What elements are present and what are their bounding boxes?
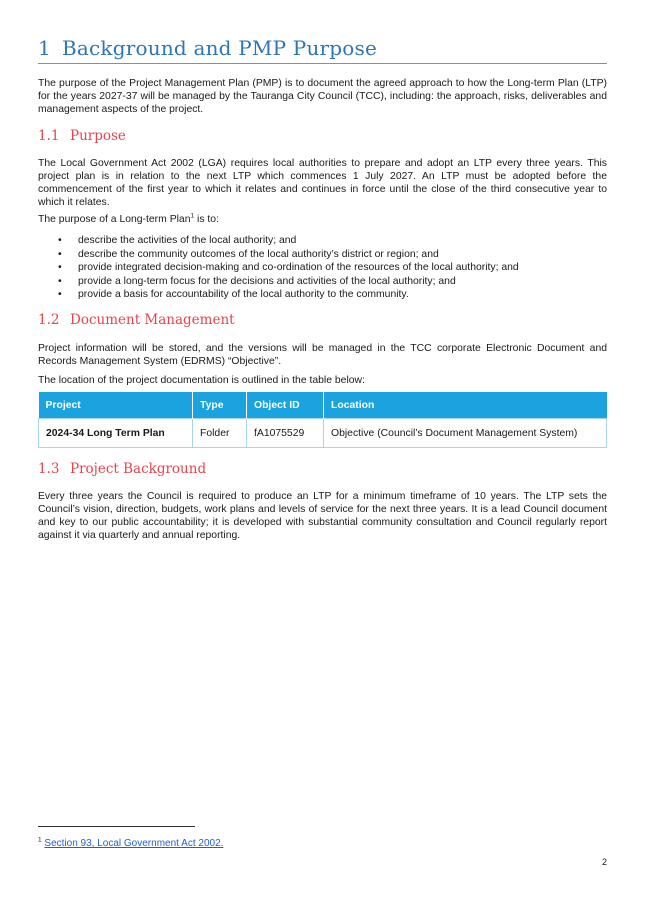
column-header: Location: [324, 392, 607, 419]
table-cell-project: 2024-34 Long Term Plan: [39, 419, 193, 448]
purpose-lead-text: The purpose of a Long-term Plan: [38, 214, 191, 225]
table-cell-location: Objective (Council’s Document Management System): [324, 419, 607, 448]
section-title: Background and PMP Purpose: [62, 36, 378, 60]
column-header: Type: [193, 392, 247, 419]
intro-paragraph: The purpose of the Project Management Plan (PMP) is to document the agreed approach to how the Long-term Plan (LTP) for the years 2027-37 will be managed by the Tauranga City Council (TCC), including: the approach, risks, deliverables and management aspects of the project.: [38, 78, 607, 115]
table-intro: The location of the project documentation is outlined in the table below:: [38, 375, 365, 386]
page-number: 2: [601, 857, 607, 867]
document-management-paragraph: Project information will be stored, and the versions will be managed in the TCC corporate Electronic Document and Records Management System (EDRMS) “Objective”.: [38, 343, 607, 367]
purpose-title: Purpose: [70, 128, 126, 144]
purpose-heading: [38, 128, 126, 144]
footnote: [38, 838, 223, 849]
bullet-icon: •: [58, 235, 62, 246]
project-background-paragraph: Every three years the Council is required to produce an LTP for a minimum timeframe of 10 years. The LTP sets the Council’s vision, direction, budgets, work plans and levels of service for the next three years. It is a lead Council document and key to our public accountability; it is developed with substantial community consultation and Council regularly report against it via quarterly and annual reporting.: [38, 491, 607, 541]
footnote-ref[interactable]: 1: [190, 212, 195, 220]
column-header: Object ID: [247, 392, 324, 419]
project-background-title: Project Background: [70, 461, 207, 477]
list-item-text: provide a long-term focus for the decisions and activities of the local authority; and: [78, 275, 456, 287]
project-background-number: 1.3: [38, 461, 60, 477]
list-item: [38, 248, 607, 262]
purpose-number: 1.1: [38, 128, 60, 144]
bullet-icon: •: [58, 248, 62, 260]
bullet-icon: •: [58, 262, 62, 273]
purpose-bullet-list: [38, 234, 607, 302]
table-row: [39, 419, 607, 448]
table-cell-object-id: fA1075529: [247, 419, 324, 448]
project-background-heading: [38, 461, 206, 477]
list-item: [38, 288, 607, 302]
project-documentation-table: [38, 392, 607, 448]
section-heading: [38, 36, 607, 64]
bullet-icon: •: [58, 289, 62, 300]
list-item: [38, 234, 607, 248]
list-item-text: provide integrated decision-making and co-ordination of the resources of the local authority; and: [78, 262, 519, 273]
list-item-text: describe the community outcomes of the local authority’s district or region; and: [78, 248, 439, 260]
footnote-separator: [38, 826, 195, 827]
purpose-lead-suffix: is to:: [194, 214, 219, 225]
document-management-title: Document Management: [70, 312, 235, 328]
list-item: [38, 275, 607, 289]
column-header: Project: [39, 392, 193, 419]
purpose-paragraph: The Local Government Act 2002 (LGA) requires local authorities to prepare and adopt an LTP every three years. This project plan is in relation to the next LTP which commences 1 July 2027. An LTP must be adopted before the commencement of the first year to which it relates and continues in force until the close of the third consecutive year to which it relates.: [38, 158, 607, 208]
purpose-lead: [38, 213, 607, 226]
table-cell-type: Folder: [193, 419, 247, 448]
bullet-icon: •: [58, 275, 62, 287]
section-number: 1: [38, 36, 51, 60]
footnote-link[interactable]: Section 93, Local Government Act 2002.: [44, 838, 224, 849]
table-header-row: [39, 392, 607, 419]
list-item-text: provide a basis for accountability of the local authority to the community.: [78, 289, 409, 300]
footnote-marker: 1: [38, 836, 42, 844]
list-item-text: describe the activities of the local authority; and: [78, 235, 297, 246]
document-management-number: 1.2: [38, 312, 60, 328]
document-management-heading: [38, 312, 235, 328]
list-item: [38, 261, 607, 275]
